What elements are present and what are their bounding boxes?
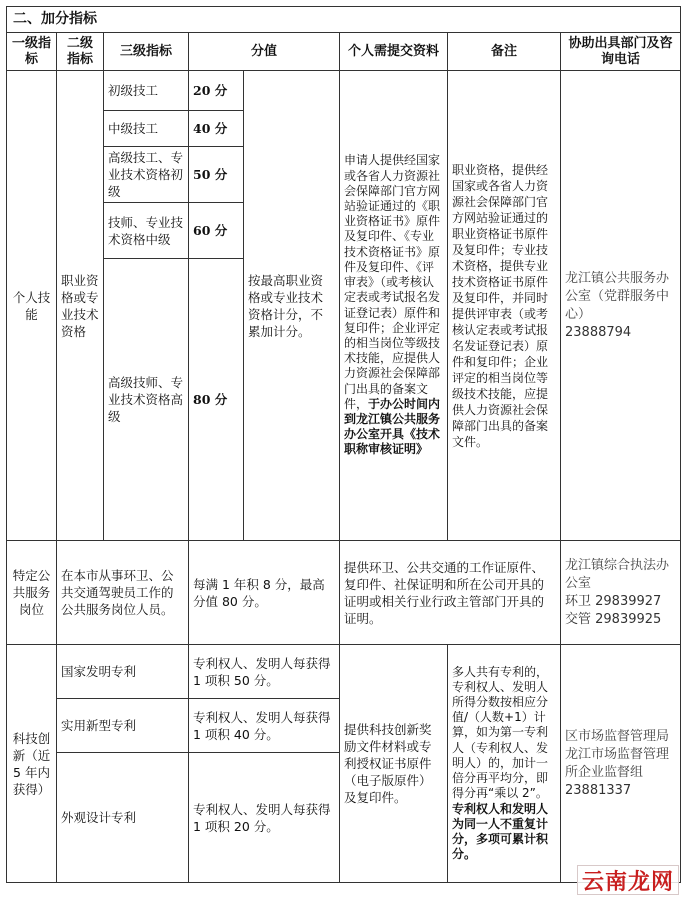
tech-item-name: 国家发明专利 (57, 645, 189, 699)
tech-item-score: 专利权人、发明人每获得 1 项积 20 分。 (189, 753, 340, 883)
skill-materials-text: 申请人提供经国家或各省人力资源社会保障部门官方网站验证通过的《职业资格证书》原件及复印件、《专业技术资格证书》原件及复印件、《评审表》（或考核认定表或考试报名发证登记表）原件和复印件；企业评定的相当岗位等级技术技能，应提供人力资源社会保障部门出具的备案文件， (344, 153, 441, 411)
skill-assist (561, 71, 681, 541)
skill-item-name: 中级技工 (104, 111, 189, 147)
header-level1: 一级指标 (7, 33, 57, 71)
special-assist-phone-sanitation: 环卫 29839927 (565, 593, 662, 609)
tech-assist-name: 区市场监督管理局龙江市场监督管理所企业监督组 (565, 728, 670, 780)
skill-item-score: 50 分 (189, 147, 244, 203)
header-materials: 个人需提交资料 (340, 33, 448, 71)
special-desc: 在本市从事环卫、公共交通驾驶员工作的公共服务岗位人员。 (57, 541, 189, 645)
skill-item-score: 40 分 (189, 111, 244, 147)
skill-item-score: 60 分 (189, 203, 244, 259)
section-title: 二、加分指标 (7, 7, 681, 33)
skill-item-score: 20 分 (189, 71, 244, 111)
skill-item-name: 初级技工 (104, 71, 189, 111)
site-watermark-logo: 云南龙网 (577, 865, 679, 895)
header-remarks: 备注 (448, 33, 561, 71)
header-level3: 三级指标 (104, 33, 189, 71)
special-materials: 提供环卫、公共交通的工作证原件、复印件、社保证明和所在公司开具的证明或相关行业行政主管部门开具的证明。 (340, 541, 561, 645)
skill-remarks: 职业资格，提供经国家或各省人力资源社会保障部门官方网站验证通过的职业资格证书原件及复印件；专业技术资格，提供专业技术资格证书原件及复印件，并同时提供评审表（或考核认定表或考试报名发证登记表）原件和复印件；企业评定的相当岗位等级技术技能，应提供人力资源社会保障部门出具的备案文件。 (448, 71, 561, 541)
skill-item-name: 高级技师、专业技术资格高级 (104, 259, 189, 541)
skill-assist-name: 龙江镇公共服务办公室（党群服务中心） (565, 270, 670, 322)
special-score: 每满 1 年积 8 分，最高分值 80 分。 (189, 541, 340, 645)
skill-rule: 按最高职业资格或专业技术资格计分，不累加计分。 (244, 71, 340, 541)
skill-level1: 个人技能 (7, 71, 57, 541)
skill-item-name: 高级技工、专业技术资格初级 (104, 147, 189, 203)
tech-assist (561, 645, 681, 883)
bonus-indicator-table (6, 6, 681, 883)
skill-assist-phone: 23888794 (565, 324, 632, 340)
tech-item-score: 专利权人、发明人每获得 1 项积 50 分。 (189, 645, 340, 699)
tech-level1: 科技创新（近 5 年内获得） (7, 645, 57, 883)
header-level2: 二级指标 (57, 33, 104, 71)
special-assist-phone-traffic: 交管 29839925 (565, 611, 662, 627)
tech-item-name: 外观设计专利 (57, 753, 189, 883)
tech-item-score: 专利权人、发明人每获得 1 项积 40 分。 (189, 699, 340, 753)
header-assist: 协助出具部门及咨询电话 (561, 33, 681, 71)
special-assist-name: 龙江镇综合执法办公室 (565, 557, 670, 591)
skill-item-score: 80 分 (189, 259, 244, 541)
tech-remarks-bold: 专利权人和发明人为同一人不重复计分，多项可累计积分。 (452, 801, 549, 862)
tech-remarks-text: 多人共有专利的，专利权人、发明人所得分数按相应分值/（人数+1）计算，如为第一专利人（专利权人、发明人）的，加计一倍分再平均分，即得分再“乘以 2”。 (452, 664, 549, 801)
tech-materials: 提供科技创新奖励文件材料或专利授权证书原件（电子版原件）及复印件。 (340, 645, 448, 883)
header-score: 分值 (189, 33, 340, 71)
tech-item-name: 实用新型专利 (57, 699, 189, 753)
skill-materials (340, 71, 448, 541)
tech-assist-phone: 23881337 (565, 782, 632, 798)
skill-level2: 职业资格或专业技术资格 (57, 71, 104, 541)
tech-remarks (448, 645, 561, 883)
skill-item-name: 技师、专业技术资格中级 (104, 203, 189, 259)
skill-materials-bold: 于办公时间内到龙江镇公共服务办公室开具《技术职称审核证明》 (344, 396, 441, 457)
special-level1: 特定公共服务岗位 (7, 541, 57, 645)
special-assist (561, 541, 681, 645)
